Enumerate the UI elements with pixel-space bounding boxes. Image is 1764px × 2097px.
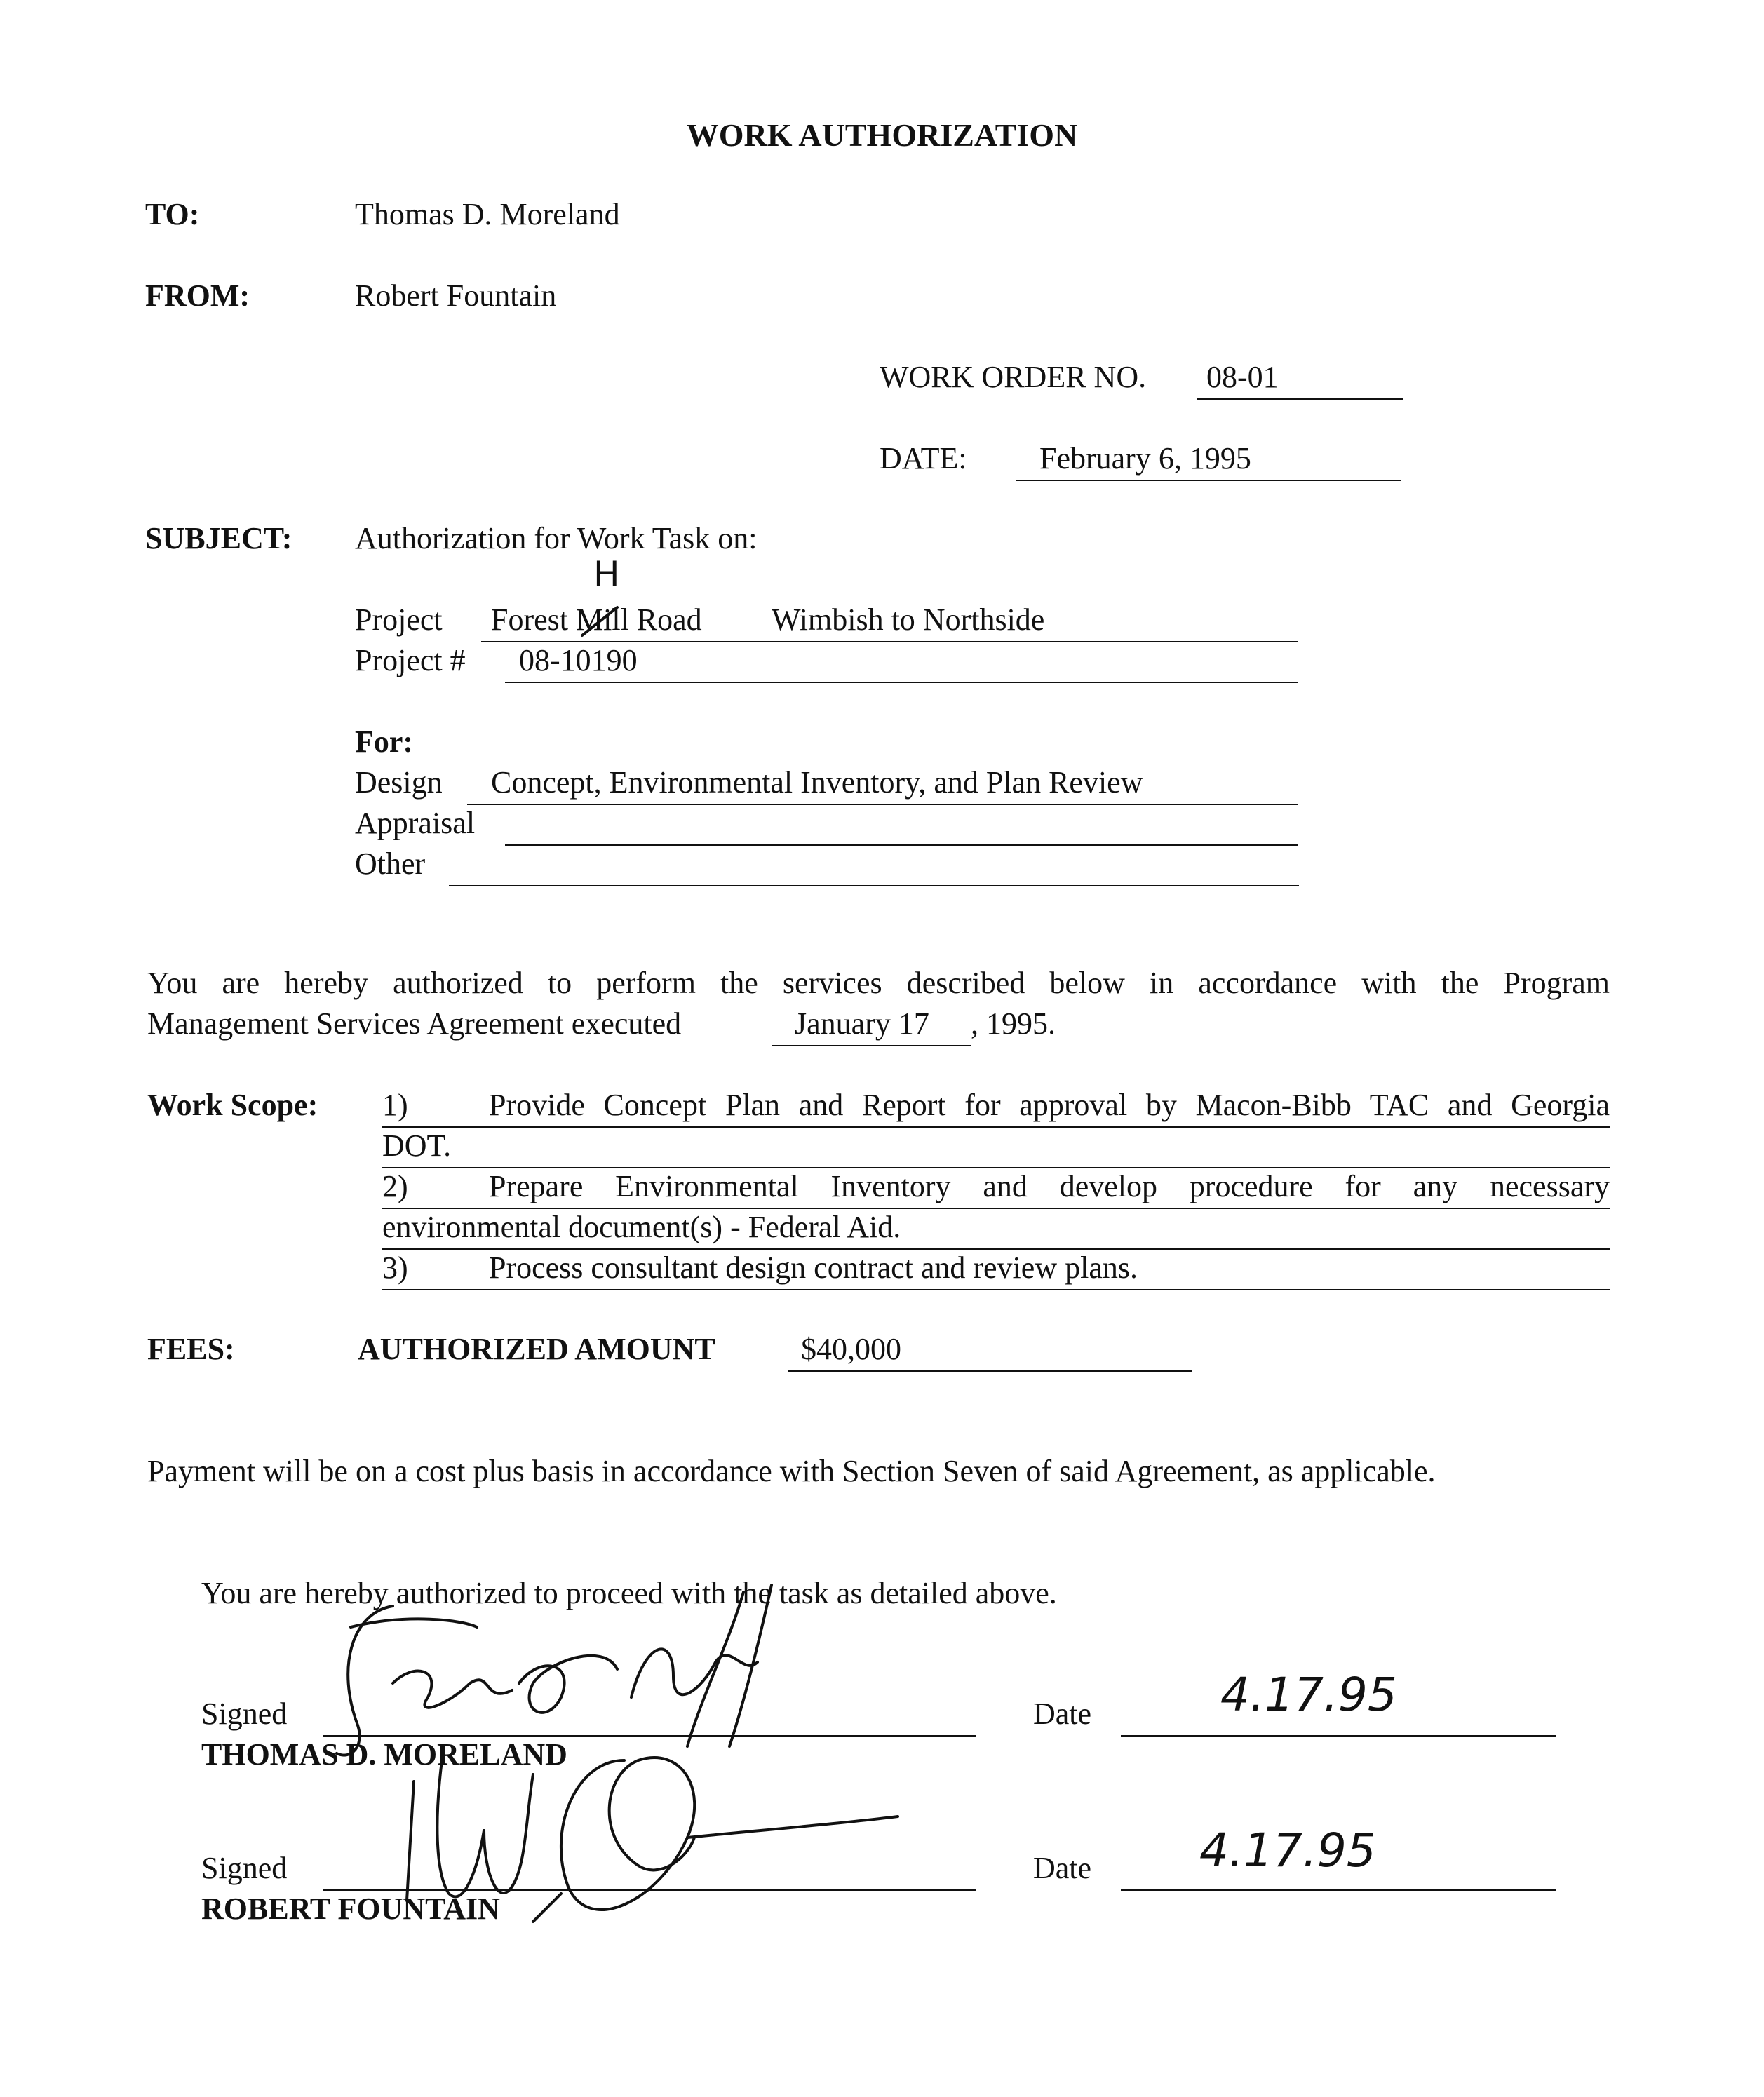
appraisal-line <box>505 811 1298 846</box>
project-number-value: 08-10190 <box>519 643 638 677</box>
item-1-number: 1) <box>382 1088 408 1122</box>
date-label-1: Date <box>1033 1697 1092 1731</box>
for-label: For: <box>355 724 414 759</box>
appraisal-label: Appraisal <box>355 806 476 840</box>
project-struck-letter: M <box>576 602 604 637</box>
executed-year: , 1995. <box>971 1006 1056 1041</box>
date-value: February 6, 1995 <box>1039 441 1251 476</box>
authorization-line-2 <box>147 1006 681 1041</box>
to-value: Thomas D. Moreland <box>355 197 620 231</box>
to-label: TO: <box>145 197 200 231</box>
document-title: WORK AUTHORIZATION <box>686 117 1078 153</box>
payment-terms: Payment will be on a cost plus basis in accordance with Section Seven of said Agreement, as applicable. <box>147 1454 1436 1488</box>
signed-date-1: 4.17.95 <box>1220 1668 1397 1722</box>
date-label: DATE: <box>880 441 967 476</box>
work-order-value: 08-01 <box>1206 360 1279 394</box>
other-label: Other <box>355 847 426 881</box>
item-1-line-2: DOT. <box>382 1128 452 1163</box>
item-3-number: 3) <box>382 1250 408 1285</box>
design-value: Concept, Environmental Inventory, and Plan Review <box>491 765 1143 800</box>
handwritten-correction: H <box>593 554 620 595</box>
item-1-line-1: Provide Concept Plan and Report for approval by Macon-Bibb TAC and Georgia <box>489 1088 1610 1122</box>
authorization-line-1: You are hereby authorized to perform the services described below in accordance with the Program <box>147 966 1610 1000</box>
project-label: Project <box>355 602 443 637</box>
subject-value: Authorization for Work Task on: <box>355 521 758 555</box>
item-3-line-1: Process consultant design contract and review plans. <box>489 1250 1138 1285</box>
signed-date-2: 4.17.95 <box>1199 1823 1376 1877</box>
project-segment: Wimbish to Northside <box>772 602 1045 637</box>
work-scope-label: Work Scope: <box>147 1088 318 1122</box>
other-line <box>449 851 1299 886</box>
project-name-before: Forest <box>491 602 576 637</box>
design-label: Design <box>355 765 443 800</box>
item-2-number: 2) <box>382 1169 408 1203</box>
executed-date: January 17 <box>795 1006 929 1041</box>
strikethrough-mark <box>579 605 621 640</box>
authorized-amount-label: AUTHORIZED AMOUNT <box>358 1332 715 1366</box>
authorized-amount-value: $40,000 <box>801 1332 901 1366</box>
signer-name-2: ROBERT FOUNTAIN <box>201 1892 500 1926</box>
signed-label-1: Signed <box>201 1697 288 1731</box>
subject-label: SUBJECT: <box>145 521 292 555</box>
from-label: FROM: <box>145 278 250 313</box>
item-2-line-2: environmental document(s) - Federal Aid. <box>382 1210 901 1244</box>
from-value: Robert Fountain <box>355 278 557 313</box>
signer-name-1: THOMAS D. MORELAND <box>201 1737 567 1772</box>
signed-label-2: Signed <box>201 1851 288 1885</box>
fees-label: FEES: <box>147 1332 235 1366</box>
work-order-label: WORK ORDER NO. <box>880 360 1147 394</box>
project-name-after: ill Road <box>603 602 702 637</box>
authorization-executed-text: Management Services Agreement executed <box>147 1006 682 1041</box>
item-2-line-1: Prepare Environmental Inventory and develop procedure for any necessary <box>489 1169 1610 1203</box>
signature-robert-fountain <box>393 1732 926 1943</box>
date-label-2: Date <box>1033 1851 1092 1885</box>
proceed-statement: You are hereby authorized to proceed with the task as detailed above. <box>201 1576 1057 1610</box>
project-number-label: Project # <box>355 643 466 677</box>
work-scope-line-2 <box>382 1133 1610 1168</box>
